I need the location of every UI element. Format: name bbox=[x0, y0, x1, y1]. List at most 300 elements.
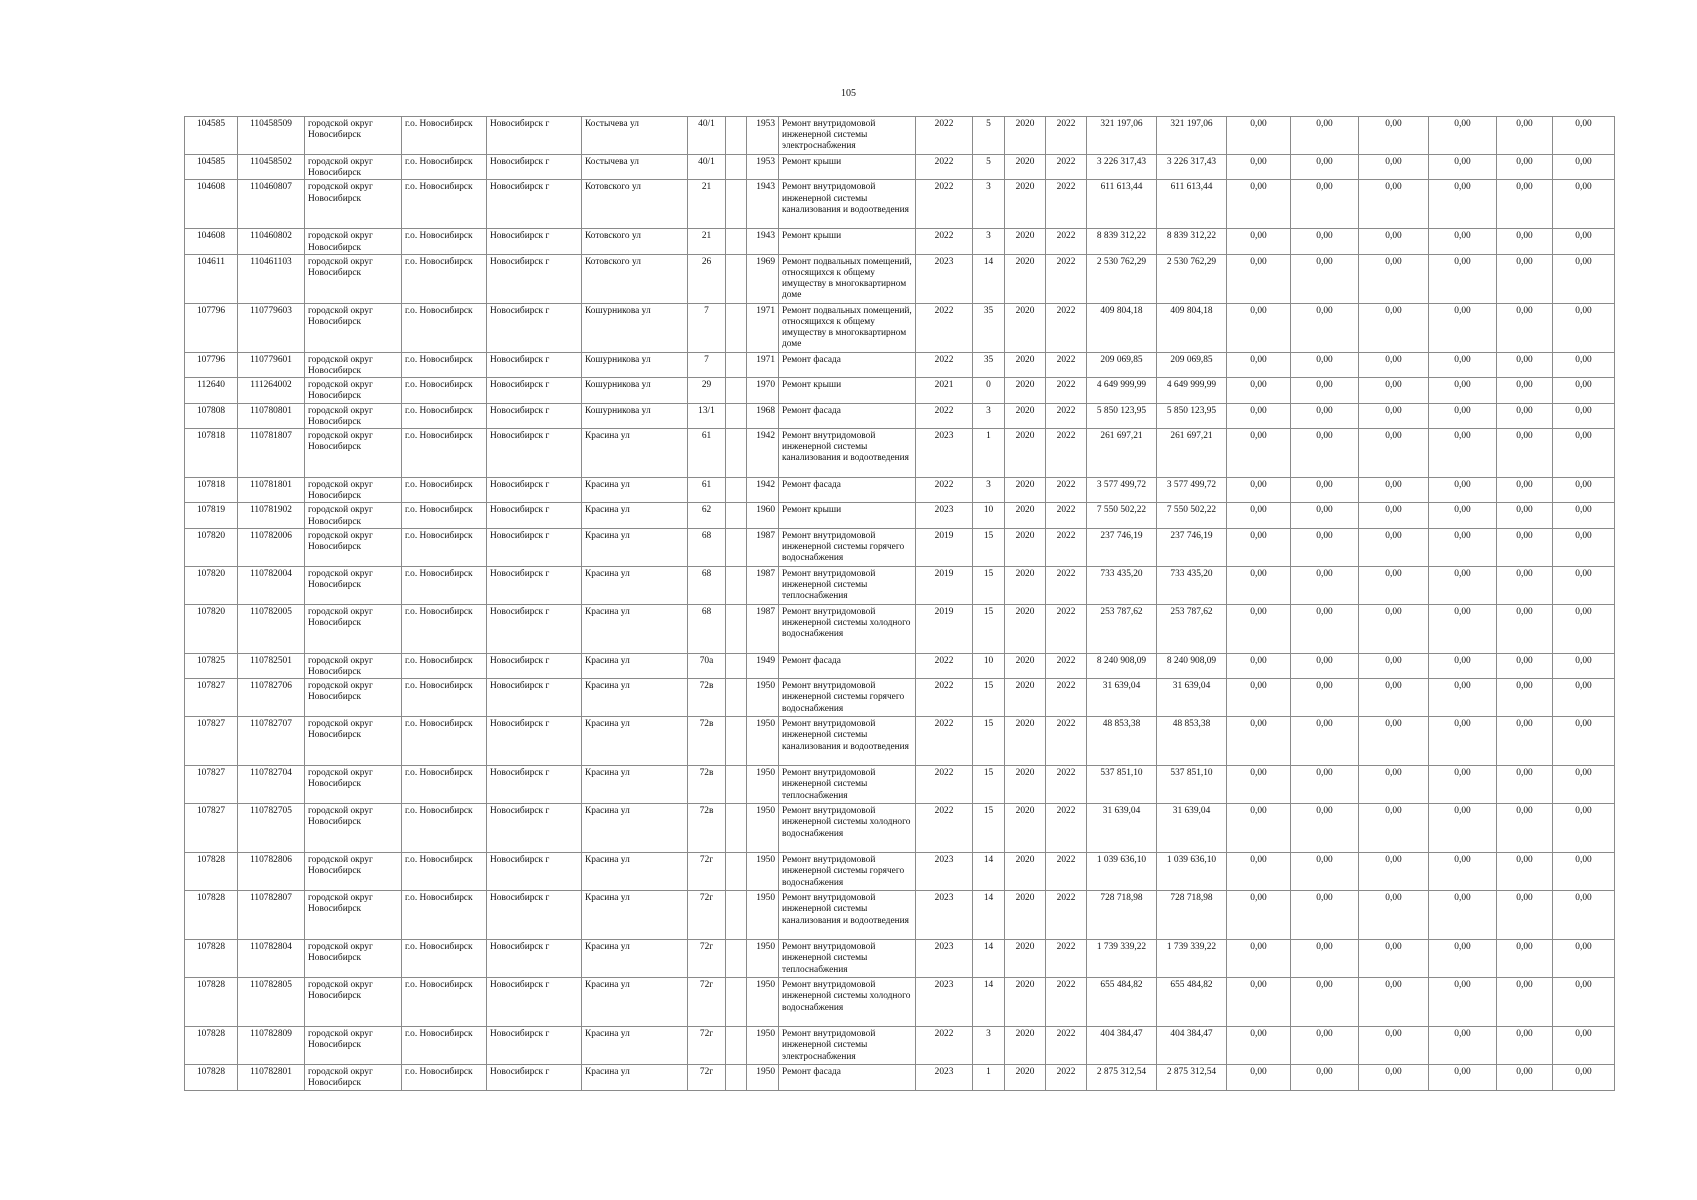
cell-v5: 0,00 bbox=[1497, 155, 1553, 180]
cell-v2: 0,00 bbox=[1291, 429, 1359, 478]
cell-v2: 0,00 bbox=[1291, 378, 1359, 403]
cell-v4: 0,00 bbox=[1429, 1065, 1497, 1090]
cell-work: Ремонт фасада bbox=[779, 478, 916, 503]
cell-v2: 0,00 bbox=[1291, 853, 1359, 891]
cell-start: 2020 bbox=[1005, 503, 1046, 528]
cell-v1: 0,00 bbox=[1227, 180, 1291, 229]
cell-corp bbox=[726, 717, 747, 766]
cell-v3: 0,00 bbox=[1359, 429, 1429, 478]
cell-v2: 0,00 bbox=[1291, 717, 1359, 766]
cell-year: 1987 bbox=[747, 604, 779, 653]
cell-cost-total: 3 577 499,72 bbox=[1157, 478, 1227, 503]
cell-v1: 0,00 bbox=[1227, 853, 1291, 891]
table-row bbox=[185, 653, 1615, 678]
cell-v3: 0,00 bbox=[1359, 378, 1429, 403]
cell-corp bbox=[726, 528, 747, 566]
cell-street: Красина ул bbox=[582, 1027, 688, 1065]
cell-city: Новосибирск г bbox=[487, 604, 582, 653]
cell-v6: 0,00 bbox=[1553, 352, 1615, 377]
cell-code: 110460807 bbox=[238, 180, 305, 229]
cell-id: 112640 bbox=[185, 378, 238, 403]
cell-v4: 0,00 bbox=[1429, 604, 1497, 653]
cell-corp bbox=[726, 604, 747, 653]
cell-cost: 655 484,82 bbox=[1087, 978, 1157, 1027]
cell-code: 110779603 bbox=[238, 303, 305, 352]
cell-work: Ремонт внутридомовой инженерной системы горячего водоснабжения bbox=[779, 679, 916, 717]
cell-work: Ремонт внутридомовой инженерной системы канализования и водоотведения bbox=[779, 717, 916, 766]
cell-cost: 1 739 339,22 bbox=[1087, 940, 1157, 978]
cell-id: 104585 bbox=[185, 117, 238, 155]
cell-street: Кошурникова ул bbox=[582, 352, 688, 377]
cell-cost-total: 404 384,47 bbox=[1157, 1027, 1227, 1065]
cell-corp bbox=[726, 254, 747, 303]
cell-plan-year: 2019 bbox=[916, 566, 973, 604]
cell-year: 1968 bbox=[747, 403, 779, 428]
cell-district: городской округ Новосибирск bbox=[305, 303, 402, 352]
cell-v4: 0,00 bbox=[1429, 155, 1497, 180]
cell-house: 21 bbox=[688, 229, 726, 254]
cell-v1: 0,00 bbox=[1227, 478, 1291, 503]
cell-district: городской округ Новосибирск bbox=[305, 1027, 402, 1065]
cell-id: 107828 bbox=[185, 1065, 238, 1090]
cell-v2: 0,00 bbox=[1291, 940, 1359, 978]
cell-cost-total: 8 839 312,22 bbox=[1157, 229, 1227, 254]
cell-code: 110782805 bbox=[238, 978, 305, 1027]
cell-v6: 0,00 bbox=[1553, 653, 1615, 678]
cell-v5: 0,00 bbox=[1497, 804, 1553, 853]
cell-end: 2022 bbox=[1046, 891, 1087, 940]
cell-start: 2020 bbox=[1005, 403, 1046, 428]
cell-municipality: г.о. Новосибирск bbox=[402, 117, 487, 155]
cell-work: Ремонт внутридомовой инженерной системы теплоснабжения bbox=[779, 566, 916, 604]
cell-cost: 321 197,06 bbox=[1087, 117, 1157, 155]
cell-municipality: г.о. Новосибирск bbox=[402, 978, 487, 1027]
cell-corp bbox=[726, 429, 747, 478]
cell-municipality: г.о. Новосибирск bbox=[402, 180, 487, 229]
cell-work: Ремонт фасада bbox=[779, 352, 916, 377]
cell-city: Новосибирск г bbox=[487, 566, 582, 604]
cell-district: городской округ Новосибирск bbox=[305, 566, 402, 604]
cell-work: Ремонт внутридомовой инженерной системы электроснабжения bbox=[779, 117, 916, 155]
cell-cost: 8 839 312,22 bbox=[1087, 229, 1157, 254]
cell-cost: 3 577 499,72 bbox=[1087, 478, 1157, 503]
cell-city: Новосибирск г bbox=[487, 378, 582, 403]
cell-v1: 0,00 bbox=[1227, 717, 1291, 766]
cell-code: 110458509 bbox=[238, 117, 305, 155]
cell-v3: 0,00 bbox=[1359, 528, 1429, 566]
cell-corp bbox=[726, 155, 747, 180]
table-row bbox=[185, 1065, 1615, 1090]
cell-v5: 0,00 bbox=[1497, 717, 1553, 766]
cell-corp bbox=[726, 679, 747, 717]
cell-code: 111264002 bbox=[238, 378, 305, 403]
cell-street: Красина ул bbox=[582, 891, 688, 940]
page-number: 105 bbox=[841, 88, 856, 99]
cell-v5: 0,00 bbox=[1497, 978, 1553, 1027]
cell-v1: 0,00 bbox=[1227, 403, 1291, 428]
cell-cost: 31 639,04 bbox=[1087, 804, 1157, 853]
cell-plan-year: 2022 bbox=[916, 303, 973, 352]
cell-end: 2022 bbox=[1046, 679, 1087, 717]
cell-v4: 0,00 bbox=[1429, 566, 1497, 604]
cell-district: городской округ Новосибирск bbox=[305, 604, 402, 653]
cell-code: 110782004 bbox=[238, 566, 305, 604]
table-row bbox=[185, 1027, 1615, 1065]
cell-v1: 0,00 bbox=[1227, 117, 1291, 155]
cell-city: Новосибирск г bbox=[487, 679, 582, 717]
table-row bbox=[185, 940, 1615, 978]
cell-id: 107820 bbox=[185, 528, 238, 566]
cell-v5: 0,00 bbox=[1497, 180, 1553, 229]
cell-start: 2020 bbox=[1005, 528, 1046, 566]
cell-v6: 0,00 bbox=[1553, 180, 1615, 229]
cell-year: 1950 bbox=[747, 978, 779, 1027]
cell-id: 107828 bbox=[185, 891, 238, 940]
cell-wear: 3 bbox=[973, 403, 1005, 428]
cell-cost: 4 649 999,99 bbox=[1087, 378, 1157, 403]
cell-plan-year: 2022 bbox=[916, 155, 973, 180]
cell-cost-total: 733 435,20 bbox=[1157, 566, 1227, 604]
cell-v4: 0,00 bbox=[1429, 180, 1497, 229]
cell-house: 40/1 bbox=[688, 117, 726, 155]
cell-house: 72в bbox=[688, 804, 726, 853]
cell-corp bbox=[726, 1065, 747, 1090]
cell-code: 110782806 bbox=[238, 853, 305, 891]
cell-cost: 404 384,47 bbox=[1087, 1027, 1157, 1065]
cell-v1: 0,00 bbox=[1227, 804, 1291, 853]
cell-start: 2020 bbox=[1005, 478, 1046, 503]
cell-year: 1971 bbox=[747, 303, 779, 352]
cell-v1: 0,00 bbox=[1227, 891, 1291, 940]
cell-house: 61 bbox=[688, 429, 726, 478]
cell-wear: 35 bbox=[973, 303, 1005, 352]
cell-house: 61 bbox=[688, 478, 726, 503]
cell-corp bbox=[726, 566, 747, 604]
cell-v3: 0,00 bbox=[1359, 566, 1429, 604]
cell-v1: 0,00 bbox=[1227, 254, 1291, 303]
cell-v1: 0,00 bbox=[1227, 352, 1291, 377]
cell-street: Красина ул bbox=[582, 940, 688, 978]
cell-start: 2020 bbox=[1005, 679, 1046, 717]
cell-wear: 10 bbox=[973, 503, 1005, 528]
cell-municipality: г.о. Новосибирск bbox=[402, 766, 487, 804]
cell-id: 107828 bbox=[185, 978, 238, 1027]
cell-city: Новосибирск г bbox=[487, 717, 582, 766]
cell-v3: 0,00 bbox=[1359, 303, 1429, 352]
table-row bbox=[185, 478, 1615, 503]
cell-cost: 237 746,19 bbox=[1087, 528, 1157, 566]
cell-id: 104585 bbox=[185, 155, 238, 180]
cell-cost-total: 611 613,44 bbox=[1157, 180, 1227, 229]
cell-house: 7 bbox=[688, 303, 726, 352]
cell-municipality: г.о. Новосибирск bbox=[402, 940, 487, 978]
cell-v4: 0,00 bbox=[1429, 352, 1497, 377]
cell-city: Новосибирск г bbox=[487, 1027, 582, 1065]
cell-municipality: г.о. Новосибирск bbox=[402, 352, 487, 377]
cell-corp bbox=[726, 117, 747, 155]
cell-v5: 0,00 bbox=[1497, 891, 1553, 940]
cell-v5: 0,00 bbox=[1497, 1065, 1553, 1090]
cell-municipality: г.о. Новосибирск bbox=[402, 679, 487, 717]
cell-v1: 0,00 bbox=[1227, 429, 1291, 478]
cell-v4: 0,00 bbox=[1429, 403, 1497, 428]
cell-wear: 10 bbox=[973, 653, 1005, 678]
cell-city: Новосибирск г bbox=[487, 804, 582, 853]
cell-year: 1987 bbox=[747, 528, 779, 566]
cell-v1: 0,00 bbox=[1227, 528, 1291, 566]
cell-plan-year: 2023 bbox=[916, 940, 973, 978]
cell-work: Ремонт внутридомовой инженерной системы теплоснабжения bbox=[779, 766, 916, 804]
cell-cost: 2 875 312,54 bbox=[1087, 1065, 1157, 1090]
cell-work: Ремонт крыши bbox=[779, 229, 916, 254]
cell-code: 110782005 bbox=[238, 604, 305, 653]
cell-district: городской округ Новосибирск bbox=[305, 766, 402, 804]
cell-v2: 0,00 bbox=[1291, 891, 1359, 940]
cell-start: 2020 bbox=[1005, 940, 1046, 978]
cell-municipality: г.о. Новосибирск bbox=[402, 1065, 487, 1090]
cell-v4: 0,00 bbox=[1429, 804, 1497, 853]
cell-city: Новосибирск г bbox=[487, 254, 582, 303]
cell-cost-total: 3 226 317,43 bbox=[1157, 155, 1227, 180]
cell-v6: 0,00 bbox=[1553, 804, 1615, 853]
cell-end: 2022 bbox=[1046, 766, 1087, 804]
cell-wear: 15 bbox=[973, 766, 1005, 804]
cell-end: 2022 bbox=[1046, 254, 1087, 303]
cell-v1: 0,00 bbox=[1227, 566, 1291, 604]
cell-cost: 3 226 317,43 bbox=[1087, 155, 1157, 180]
cell-corp bbox=[726, 378, 747, 403]
cell-cost-total: 537 851,10 bbox=[1157, 766, 1227, 804]
table-body bbox=[185, 117, 1615, 1091]
cell-v3: 0,00 bbox=[1359, 352, 1429, 377]
cell-year: 1987 bbox=[747, 566, 779, 604]
cell-v3: 0,00 bbox=[1359, 403, 1429, 428]
cell-v5: 0,00 bbox=[1497, 378, 1553, 403]
cell-start: 2020 bbox=[1005, 717, 1046, 766]
cell-v4: 0,00 bbox=[1429, 891, 1497, 940]
cell-house: 62 bbox=[688, 503, 726, 528]
cell-v2: 0,00 bbox=[1291, 653, 1359, 678]
cell-work: Ремонт внутридомовой инженерной системы горячего водоснабжения bbox=[779, 528, 916, 566]
cell-v4: 0,00 bbox=[1429, 378, 1497, 403]
cell-city: Новосибирск г bbox=[487, 1065, 582, 1090]
cell-plan-year: 2023 bbox=[916, 891, 973, 940]
cell-plan-year: 2022 bbox=[916, 1027, 973, 1065]
cell-street: Красина ул bbox=[582, 717, 688, 766]
cell-v3: 0,00 bbox=[1359, 254, 1429, 303]
cell-city: Новосибирск г bbox=[487, 853, 582, 891]
cell-id: 107828 bbox=[185, 940, 238, 978]
cell-id: 104608 bbox=[185, 180, 238, 229]
cell-district: городской округ Новосибирск bbox=[305, 940, 402, 978]
cell-code: 110461103 bbox=[238, 254, 305, 303]
cell-start: 2020 bbox=[1005, 352, 1046, 377]
cell-v1: 0,00 bbox=[1227, 155, 1291, 180]
cell-work: Ремонт крыши bbox=[779, 503, 916, 528]
cell-v5: 0,00 bbox=[1497, 254, 1553, 303]
cell-id: 107818 bbox=[185, 429, 238, 478]
cell-v3: 0,00 bbox=[1359, 717, 1429, 766]
cell-v6: 0,00 bbox=[1553, 429, 1615, 478]
cell-district: городской округ Новосибирск bbox=[305, 378, 402, 403]
cell-wear: 15 bbox=[973, 679, 1005, 717]
cell-municipality: г.о. Новосибирск bbox=[402, 804, 487, 853]
cell-wear: 35 bbox=[973, 352, 1005, 377]
cell-start: 2020 bbox=[1005, 378, 1046, 403]
cell-work: Ремонт фасада bbox=[779, 1065, 916, 1090]
cell-work: Ремонт внутридомовой инженерной системы электроснабжения bbox=[779, 1027, 916, 1065]
cell-street: Красина ул bbox=[582, 653, 688, 678]
cell-house: 40/1 bbox=[688, 155, 726, 180]
cell-code: 110782006 bbox=[238, 528, 305, 566]
cell-start: 2020 bbox=[1005, 117, 1046, 155]
table-row bbox=[185, 229, 1615, 254]
cell-v5: 0,00 bbox=[1497, 679, 1553, 717]
cell-work: Ремонт внутридомовой инженерной системы канализования и водоотведения bbox=[779, 180, 916, 229]
cell-street: Кошурникова ул bbox=[582, 378, 688, 403]
cell-cost-total: 261 697,21 bbox=[1157, 429, 1227, 478]
cell-plan-year: 2023 bbox=[916, 1065, 973, 1090]
cell-cost-total: 8 240 908,09 bbox=[1157, 653, 1227, 678]
cell-cost-total: 655 484,82 bbox=[1157, 978, 1227, 1027]
cell-city: Новосибирск г bbox=[487, 352, 582, 377]
cell-v4: 0,00 bbox=[1429, 117, 1497, 155]
cell-v1: 0,00 bbox=[1227, 766, 1291, 804]
cell-v2: 0,00 bbox=[1291, 1027, 1359, 1065]
cell-v1: 0,00 bbox=[1227, 229, 1291, 254]
cell-year: 1950 bbox=[747, 1027, 779, 1065]
cell-cost-total: 728 718,98 bbox=[1157, 891, 1227, 940]
cell-end: 2022 bbox=[1046, 940, 1087, 978]
cell-cost-total: 7 550 502,22 bbox=[1157, 503, 1227, 528]
cell-corp bbox=[726, 766, 747, 804]
cell-start: 2020 bbox=[1005, 853, 1046, 891]
cell-city: Новосибирск г bbox=[487, 180, 582, 229]
cell-cost: 733 435,20 bbox=[1087, 566, 1157, 604]
table-row bbox=[185, 566, 1615, 604]
cell-municipality: г.о. Новосибирск bbox=[402, 528, 487, 566]
cell-v2: 0,00 bbox=[1291, 303, 1359, 352]
cell-wear: 15 bbox=[973, 566, 1005, 604]
cell-city: Новосибирск г bbox=[487, 478, 582, 503]
cell-v3: 0,00 bbox=[1359, 180, 1429, 229]
cell-v3: 0,00 bbox=[1359, 978, 1429, 1027]
table-row bbox=[185, 528, 1615, 566]
cell-v4: 0,00 bbox=[1429, 940, 1497, 978]
cell-start: 2020 bbox=[1005, 653, 1046, 678]
cell-district: городской округ Новосибирск bbox=[305, 679, 402, 717]
cell-end: 2022 bbox=[1046, 503, 1087, 528]
cell-municipality: г.о. Новосибирск bbox=[402, 254, 487, 303]
cell-v1: 0,00 bbox=[1227, 378, 1291, 403]
cell-code: 110782707 bbox=[238, 717, 305, 766]
cell-v3: 0,00 bbox=[1359, 891, 1429, 940]
cell-v2: 0,00 bbox=[1291, 117, 1359, 155]
cell-cost-total: 31 639,04 bbox=[1157, 679, 1227, 717]
cell-district: городской округ Новосибирск bbox=[305, 429, 402, 478]
cell-wear: 14 bbox=[973, 978, 1005, 1027]
cell-v4: 0,00 bbox=[1429, 978, 1497, 1027]
cell-wear: 3 bbox=[973, 229, 1005, 254]
cell-plan-year: 2022 bbox=[916, 478, 973, 503]
cell-v6: 0,00 bbox=[1553, 303, 1615, 352]
cell-work: Ремонт крыши bbox=[779, 155, 916, 180]
cell-city: Новосибирск г bbox=[487, 429, 582, 478]
cell-work: Ремонт внутридомовой инженерной системы холодного водоснабжения bbox=[779, 804, 916, 853]
cell-v3: 0,00 bbox=[1359, 478, 1429, 503]
cell-code: 110780801 bbox=[238, 403, 305, 428]
cell-cost-total: 48 853,38 bbox=[1157, 717, 1227, 766]
table-row bbox=[185, 717, 1615, 766]
cell-municipality: г.о. Новосибирск bbox=[402, 503, 487, 528]
cell-cost-total: 409 804,18 bbox=[1157, 303, 1227, 352]
cell-v6: 0,00 bbox=[1553, 528, 1615, 566]
cell-corp bbox=[726, 804, 747, 853]
cell-district: городской округ Новосибирск bbox=[305, 653, 402, 678]
cell-street: Красина ул bbox=[582, 429, 688, 478]
cell-v3: 0,00 bbox=[1359, 155, 1429, 180]
cell-v5: 0,00 bbox=[1497, 853, 1553, 891]
cell-v2: 0,00 bbox=[1291, 503, 1359, 528]
cell-start: 2020 bbox=[1005, 229, 1046, 254]
table-row bbox=[185, 155, 1615, 180]
cell-house: 72в bbox=[688, 766, 726, 804]
cell-id: 107827 bbox=[185, 717, 238, 766]
cell-street: Костычева ул bbox=[582, 155, 688, 180]
cell-v5: 0,00 bbox=[1497, 478, 1553, 503]
cell-v1: 0,00 bbox=[1227, 1027, 1291, 1065]
table-row bbox=[185, 403, 1615, 428]
cell-end: 2022 bbox=[1046, 429, 1087, 478]
cell-v2: 0,00 bbox=[1291, 679, 1359, 717]
cell-code: 110781807 bbox=[238, 429, 305, 478]
cell-end: 2022 bbox=[1046, 604, 1087, 653]
cell-city: Новосибирск г bbox=[487, 117, 582, 155]
cell-house: 13/1 bbox=[688, 403, 726, 428]
cell-municipality: г.о. Новосибирск bbox=[402, 891, 487, 940]
table-row bbox=[185, 679, 1615, 717]
cell-city: Новосибирск г bbox=[487, 503, 582, 528]
cell-v3: 0,00 bbox=[1359, 604, 1429, 653]
cell-wear: 3 bbox=[973, 180, 1005, 229]
cell-street: Красина ул bbox=[582, 766, 688, 804]
cell-v4: 0,00 bbox=[1429, 766, 1497, 804]
cell-year: 1942 bbox=[747, 478, 779, 503]
cell-cost-total: 209 069,85 bbox=[1157, 352, 1227, 377]
cell-code: 110460802 bbox=[238, 229, 305, 254]
cell-plan-year: 2021 bbox=[916, 378, 973, 403]
cell-city: Новосибирск г bbox=[487, 940, 582, 978]
cell-year: 1970 bbox=[747, 378, 779, 403]
cell-city: Новосибирск г bbox=[487, 155, 582, 180]
cell-v6: 0,00 bbox=[1553, 254, 1615, 303]
cell-wear: 5 bbox=[973, 155, 1005, 180]
cell-street: Красина ул bbox=[582, 604, 688, 653]
cell-street: Красина ул bbox=[582, 853, 688, 891]
cell-house: 68 bbox=[688, 566, 726, 604]
cell-id: 104611 bbox=[185, 254, 238, 303]
cell-street: Котовского ул bbox=[582, 180, 688, 229]
cell-street: Костычева ул bbox=[582, 117, 688, 155]
cell-street: Котовского ул bbox=[582, 229, 688, 254]
cell-v3: 0,00 bbox=[1359, 1027, 1429, 1065]
table-row bbox=[185, 853, 1615, 891]
cell-work: Ремонт фасада bbox=[779, 653, 916, 678]
cell-v6: 0,00 bbox=[1553, 503, 1615, 528]
cell-house: 68 bbox=[688, 528, 726, 566]
cell-v6: 0,00 bbox=[1553, 679, 1615, 717]
cell-v2: 0,00 bbox=[1291, 566, 1359, 604]
